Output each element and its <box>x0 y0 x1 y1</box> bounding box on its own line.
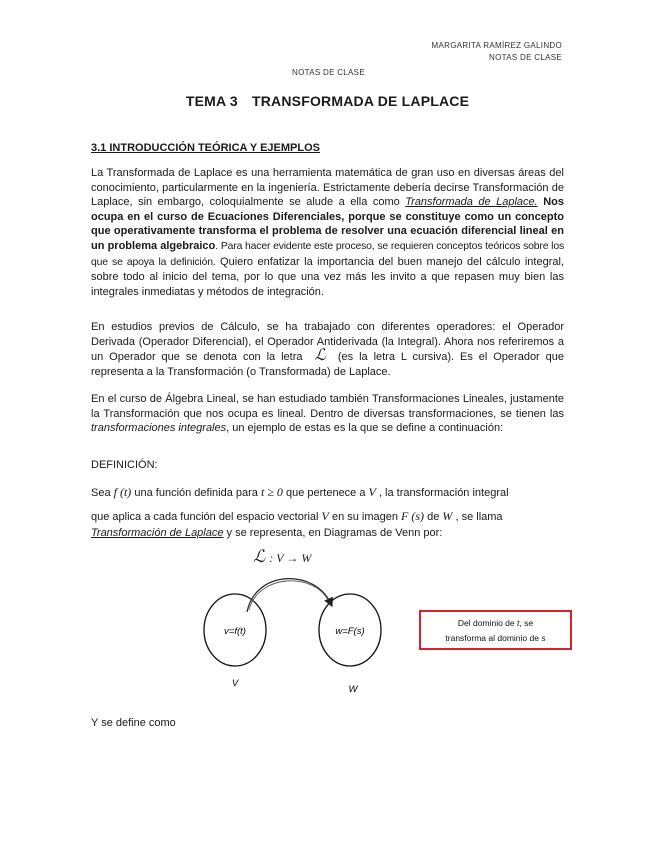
operators-paragraph <box>91 320 564 379</box>
dl1-d: , la transformación integral <box>375 487 509 499</box>
p3-text-b: , un ejemplo de estas es la que se define a continuación: <box>226 422 504 435</box>
header-author: MARGARITA RAMÍREZ GALINDO <box>431 41 562 50</box>
definition-label: DEFINICIÓN: <box>91 459 158 471</box>
p3-text-a: En el curso de Álgebra Lineal, se han estudiado también Transformaciones Lineales, justamente la Transformación que nos ocupa es lineal. Dentro de diversas transformaciones, se tienen las <box>91 393 564 420</box>
mapping-text: : V → W <box>269 551 312 565</box>
dl2-F: F (s) <box>401 509 425 523</box>
title-text: TRANSFORMADA DE LAPLACE <box>251 93 470 109</box>
dl2-a: que aplica a cada función del espacio vectorial <box>91 511 322 523</box>
page-title <box>0 93 655 109</box>
dl1-a: Sea <box>91 487 114 499</box>
p1-bold: Nos ocupa en el curso de Ecuaciones Diferenciales, porque se constituye como un concepto que operativamente transforma el problema de resolver una ecuación diferencial lineal en un problema algebraico <box>91 196 564 252</box>
dl3-a: y se representa, en Diagramas de Venn por: <box>223 527 443 539</box>
dl1-c: que pertenece a <box>285 487 369 499</box>
note-var-s: s <box>541 633 546 643</box>
note-var-t: t <box>516 618 520 628</box>
mapping-symbol: ℒ <box>253 547 266 566</box>
note-line-2-a: transforma al dominio de <box>445 633 542 643</box>
dl1-cond: t ≥ 0 <box>260 485 283 499</box>
p1-term: Transformada de Laplace. <box>405 196 538 209</box>
dl2-d: , se llama <box>452 511 503 523</box>
dl2-V: V <box>321 509 329 523</box>
note-line-2 <box>421 631 570 646</box>
dl1-V: V <box>368 485 376 499</box>
p1-text-a: La Transformada de Laplace es una herramienta matemática de gran uso en diversas áreas del conocimiento, particularmente en la ingeniería. Estrictamente debería decirse Transformación de Laplace, sin embargo, coloquialmente se alude a ella como <box>91 167 564 209</box>
venn-diagram <box>195 560 415 700</box>
dl2-c: de <box>424 511 443 523</box>
algebra-paragraph <box>91 392 564 436</box>
definition-line-3 <box>91 527 442 539</box>
venn-left-label: V <box>231 678 239 689</box>
venn-right-label: W <box>348 684 358 695</box>
p3-italic: transformaciones integrales <box>91 422 227 435</box>
definition-line-2 <box>91 509 503 524</box>
dl3-term: Transformación de Laplace <box>91 527 224 539</box>
closing-text: Y se define como <box>91 717 176 729</box>
dl1-b: una función definida para <box>134 487 261 499</box>
p2-text-b: (es la letra L cursiva). Es el Operador que representa a la Transformación (o Transformada) de Laplace. <box>91 351 565 378</box>
dl1-f: f (t) <box>113 485 132 499</box>
mapping-arrow-shadow <box>249 581 328 610</box>
intro-paragraph <box>91 166 564 299</box>
dl2-W: W <box>442 509 453 523</box>
definition-line-1 <box>91 485 509 500</box>
p1-text-c: Quiero enfatizar la importancia del buen manejo del cálculo integral, sobre todo al inicio del tema, por lo que una vez más les invito a que repasen muy bien las integrales inmediatas y métodos de integración. <box>91 255 564 298</box>
p1-text-b: . Para hacer evidente este proceso, se requieren conceptos teóricos sobre los que se apoya la definición. <box>91 240 564 268</box>
section-heading: 3.1 INTRODUCCIÓN TEÓRICA Y EJEMPLOS <box>91 142 321 154</box>
note-line-1-a: Del dominio de <box>457 618 517 628</box>
note-line-1-b: , se <box>519 618 534 628</box>
note-line-1 <box>421 616 570 631</box>
domain-note-box <box>419 610 572 650</box>
p2-text-a: En estudios previos de Cálculo, se ha trabajado con diferentes operadores: el Operador Derivada (Operador Diferencial), el Operador Antiderivada (la Integral). Ahora nos referiremos a un Operador que se denota con la letra <box>91 321 564 364</box>
header-notes-center: NOTAS DE CLASE <box>292 68 365 77</box>
title-number: TEMA 3 <box>185 93 238 109</box>
venn-right-inner: w=F(s) <box>335 626 365 637</box>
header-notes-right: NOTAS DE CLASE <box>489 53 562 62</box>
dl2-b: en su imagen <box>328 511 402 523</box>
laplace-symbol: ℒ <box>314 347 326 365</box>
venn-left-inner: v=f(t) <box>224 626 246 637</box>
